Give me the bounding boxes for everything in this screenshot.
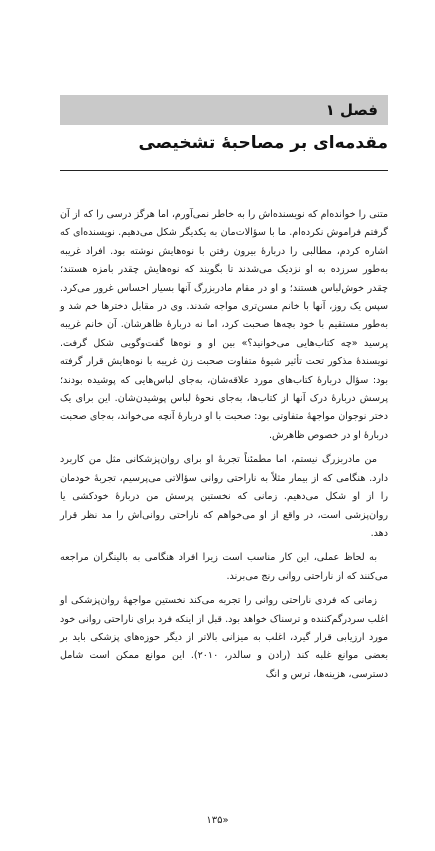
chapter-label: فصل ۱ <box>325 101 378 119</box>
paragraph-4: زمانی که فردی ناراحتی روانی را تجربه می‌کند نخستین مواجههٔ روان‌پزشکی او اغلب سردرگم‌کننده و ترسناک خواهد بود. قبل از اینکه فرد برای ناراحتی روانی خود مورد ارزیابی قرار گیرد، اغلب به میزانی بالاتر از دیگر حوزه‌های پزشکی باید بر بعضی موانع غلبه کند (رادن و سالدر، ۲۰۱۰). این موانع ممکن است شامل دسترسی، هزینه‌ها، ترس و انگ <box>60 595 388 680</box>
page-number: «۱۳۵ <box>206 815 229 826</box>
paragraph-1: متنی را خوانده‌ام که نویسنده‌اش را به خاطر نمی‌آورم، اما هرگز درسی را که از آن گرفتم فراموش نکرده‌ام. ما با سؤالات‌مان به یکدیگر شکل می‌دهیم. نویسنده‌ای که اشاره کردم، مطالبی را دربارهٔ بیرون رفتن با نوه‌هایش نوشته بود. افراد غریبه به‌طور سرزده به او نزدیک می‌شدند تا بگویند که نوه‌هایش چقدر بامزه هستند؛ چقدر خوش‌لباس هستند؛ و او در مقام مادربزرگ آنها بسیار احساس غرور می‌کرد. سپس یک روز، آنها با خانم مسن‌تری مواجه شدند. وی در مقابل دخترها خم شد و به‌طور مستقیم با خود بچه‌ها صحبت کرد، اما نه دربارهٔ ظاهرشان. آن خانم غریبه پرسید «چه کتاب‌هایی می‌خوانید؟» بین او و نوه‌ها گفت‌وگویی شکل گرفت. نویسندهٔ مذکور تحت تأثیر شیوهٔ متفاوت صحبت زن غریبه با نوه‌هایش قرار گرفته بود: سؤال دربارهٔ کتاب‌های مورد علاقه‌شان، به‌جای لباس‌هایی که پوشیده بودند؛ پرسش دربارهٔ درک آنها از کتاب‌ها، به‌جای نحوهٔ لباس پوشیدن‌شان. این برای یک دختر نوجوان مواجههٔ متفاوتی بود: صحبت با او دربارهٔ آنچه می‌خواند، به‌جای صحبت دربارهٔ او در خصوص ظاهرش. <box>60 209 388 441</box>
paragraph-2: من مادربزرگ نیستم، اما مطمئناً تجربهٔ او برای روان‌پزشکانی مثل من کاربرد دارد. هنگامی که از بیمار مثلاً به ناراحتی روانی سؤالاتی می‌پرسیم، تجربهٔ خودمان را از او شکل می‌دهیم. زمانی که نخستین پرسش من دربارهٔ خودکشی یا روان‌پزشی است، در واقع از او می‌خواهم که ناراحتی روانی‌اش را مد نظر قرار دهد. <box>60 454 388 539</box>
chapter-header-bar <box>60 95 388 125</box>
body-text <box>60 206 388 684</box>
title-divider <box>60 170 388 171</box>
paragraph-3: به لحاظ عملی، این کار مناسب است زیرا افراد هنگامی به بالینگران مراجعه می‌کنند که از ناراحتی روانی رنج می‌برند. <box>60 552 388 582</box>
chapter-title: مقدمه‌ای بر مصاحبهٔ تشخیصی <box>138 133 388 153</box>
